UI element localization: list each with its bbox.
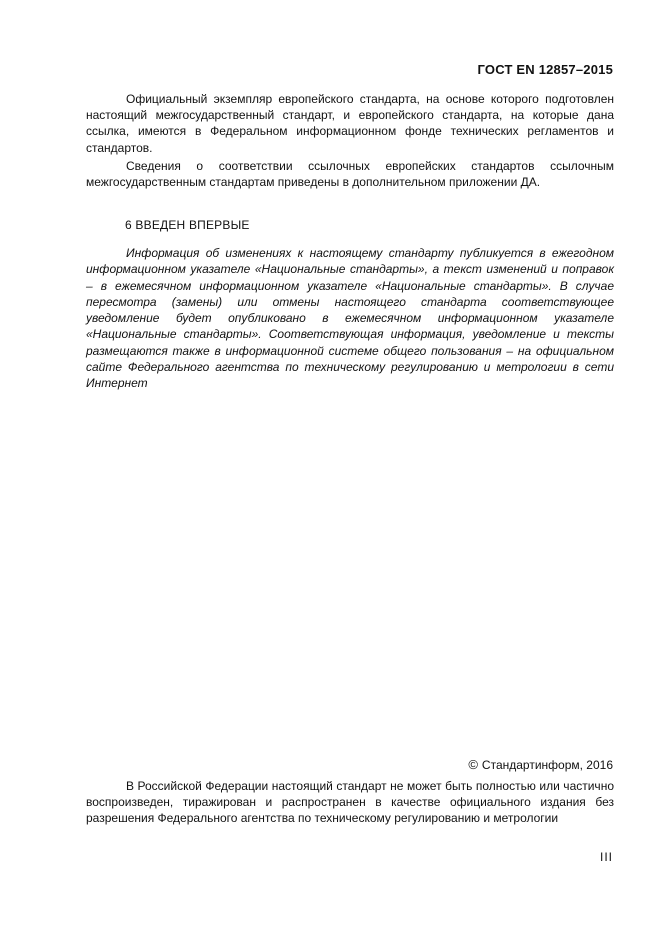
reproduction-notice-text: В Российской Федерации настоящий стандарт не может быть полностью или частично воспроизведен, тиражирован и распространен в качестве официального издания без разрешения Федерального агентства по техническому регулированию и метрологии [86, 779, 614, 825]
change-info-section [86, 245, 614, 392]
document-code: ГОСТ EN 12857–2015 [477, 62, 613, 77]
change-info-paragraph: Информация об изменениях к настоящему стандарту публикуется в ежегодном информационном указателе «Национальные стандарты», а текст изменений и поправок – в ежемесячном информационном указателе «Национальные стандарты». В случае пересмотра (замены) или отмены настоящего стандарта соответствующее уведомление будет опубликовано в ежемесячном информационном указателе «Национальные стандарты». Соответствующая информация, уведомление и тексты размещаются также в информационной системе общего пользования – на официальном сайте Федерального агентства по техническому регулированию и метрологии в сети Интернет [86, 246, 614, 391]
copyright-text: Стандартинформ, 2016 [481, 758, 613, 772]
reproduction-notice [86, 779, 614, 826]
official-copy-paragraph: Официальный экземпляр европейского стандарта, на основе которого подготовлен настоящий межгосударственный стандарт, и европейского стандарта, на которые дана ссылка, имеются в Федеральном информационном фонде технических регламентов и стандартов. [86, 92, 614, 155]
copyright-line [468, 757, 613, 772]
section-6-heading: 6 ВВЕДЕН ВПЕРВЫЕ [125, 218, 250, 232]
copyright-symbol: © [468, 757, 478, 772]
page-number: III [599, 850, 613, 864]
references-paragraph: Сведения о соответствии ссылочных европейских стандартов ссылочным межгосударственным стандартам приведены в дополнительном приложении ДА. [86, 158, 614, 190]
intro-section [86, 91, 614, 190]
